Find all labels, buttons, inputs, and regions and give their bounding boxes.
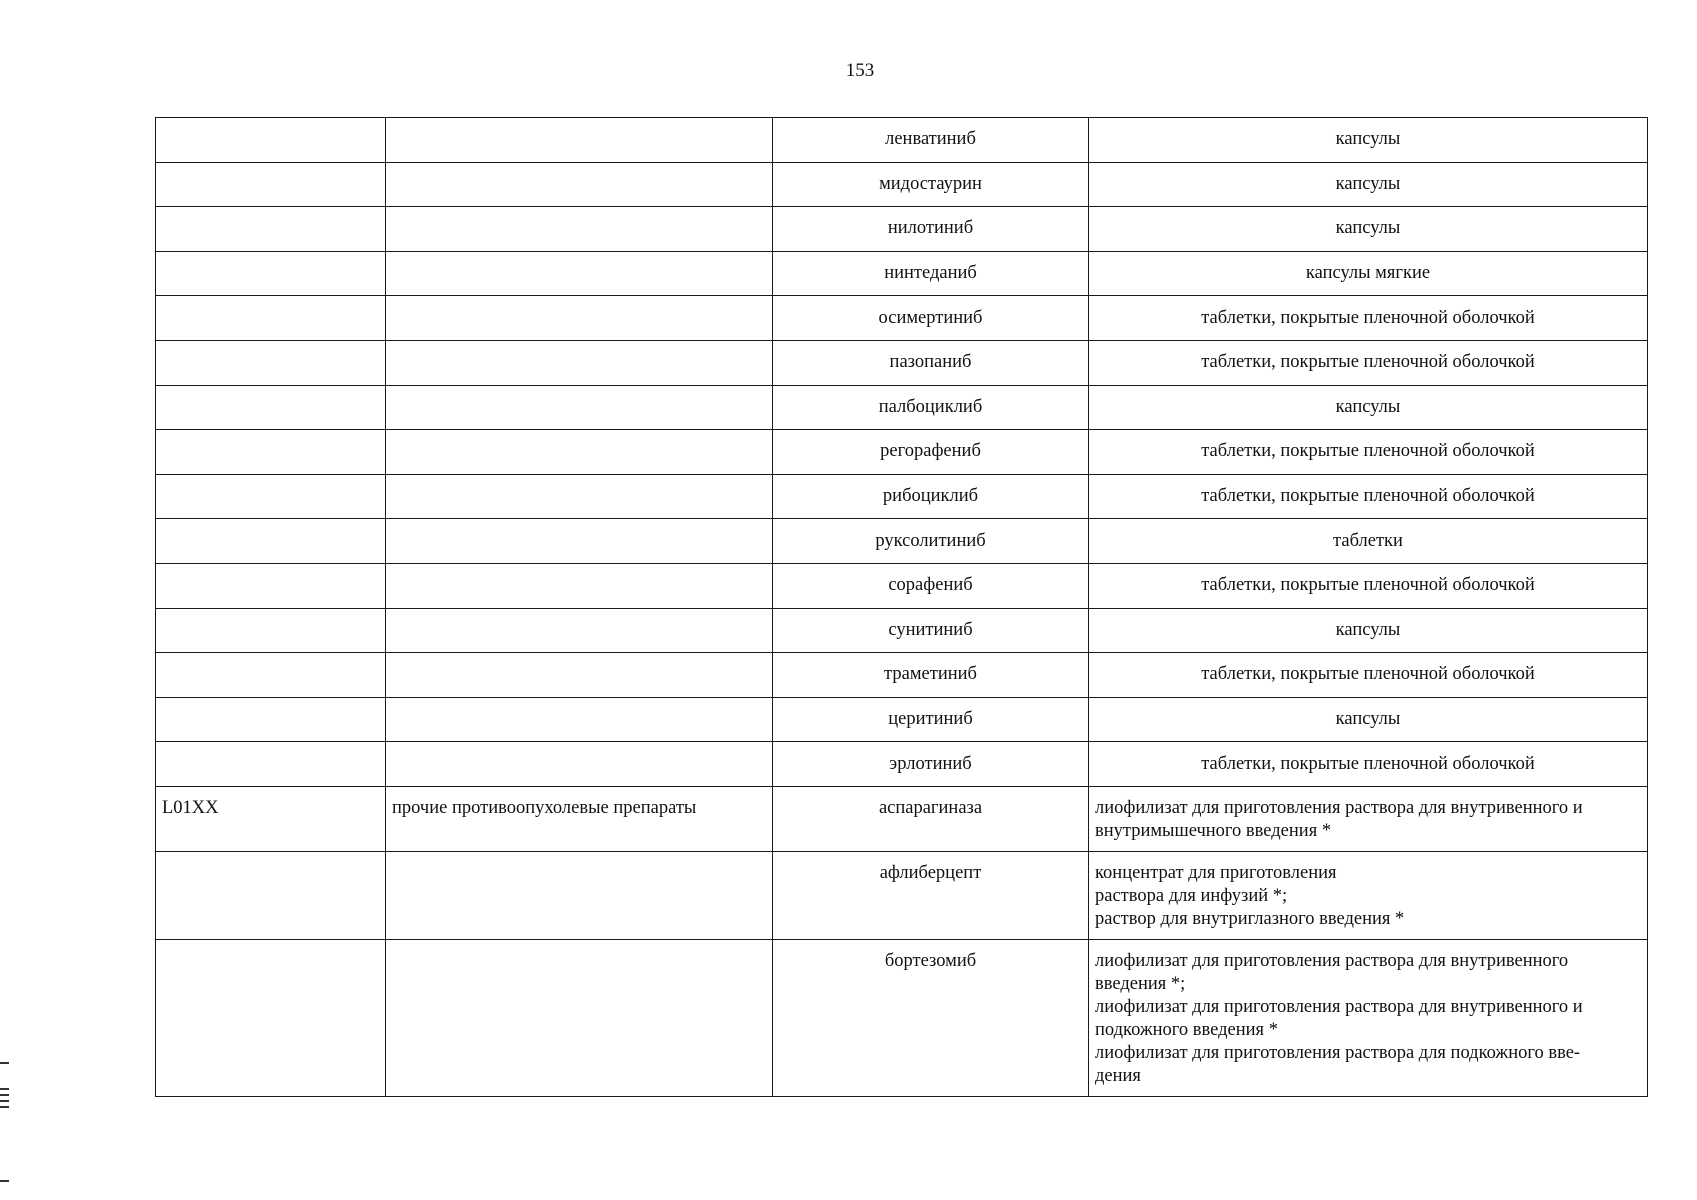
drug-group-cell <box>386 608 773 653</box>
table-row <box>156 563 1648 608</box>
drug-group-cell <box>386 563 773 608</box>
dosage-form-cell <box>1089 851 1648 939</box>
drug-group-cell <box>386 653 773 698</box>
dosage-form-cell: капсулы <box>1089 608 1648 653</box>
dosage-form-line: лиофилизат для приготовления раствора для внутривенного и <box>1095 996 1583 1017</box>
dosage-form-cell <box>1089 939 1648 1096</box>
drug-name-cell: церитиниб <box>773 697 1089 742</box>
drug-name-cell: аспарагиназа <box>773 786 1089 851</box>
atc-code-cell <box>156 608 386 653</box>
drug-name-cell: траметиниб <box>773 653 1089 698</box>
dosage-form-line: раствора для инфузий *; <box>1095 885 1288 906</box>
dosage-form-line: лиофилизат для приготовления раствора для внутривенного и <box>1095 797 1583 818</box>
dosage-form-cell: капсулы мягкие <box>1089 251 1648 296</box>
drug-name-cell: регорафениб <box>773 430 1089 475</box>
atc-code-cell <box>156 385 386 430</box>
table-row <box>156 608 1648 653</box>
drug-group-cell <box>386 251 773 296</box>
atc-code-cell <box>156 207 386 252</box>
dosage-form-cell: таблетки, покрытые пленочной оболочкой <box>1089 296 1648 341</box>
atc-code-cell <box>156 340 386 385</box>
table-row <box>156 742 1648 787</box>
drug-name-cell: нинтеданиб <box>773 251 1089 296</box>
drug-name-cell: осимертиниб <box>773 296 1089 341</box>
dosage-form-cell: капсулы <box>1089 385 1648 430</box>
table-row <box>156 207 1648 252</box>
drug-name-cell: сорафениб <box>773 563 1089 608</box>
atc-code-cell <box>156 742 386 787</box>
table-row <box>156 296 1648 341</box>
atc-code-cell <box>156 430 386 475</box>
atc-code-cell: L01XX <box>156 786 386 851</box>
table-row <box>156 118 1648 163</box>
dosage-form-line: лиофилизат для приготовления раствора для внутривенного <box>1095 950 1569 971</box>
table-body <box>156 118 1648 1097</box>
margin-mark <box>0 1106 9 1108</box>
drug-group-cell <box>386 939 773 1096</box>
drug-group-cell: прочие противоопухолевые препараты <box>386 786 773 851</box>
dosage-form-cell: таблетки, покрытые пленочной оболочкой <box>1089 340 1648 385</box>
drug-group-cell <box>386 697 773 742</box>
atc-code-cell <box>156 851 386 939</box>
dosage-form-line: подкожного введения * <box>1095 1019 1278 1040</box>
drug-group-cell <box>386 340 773 385</box>
margin-mark <box>0 1094 9 1096</box>
drug-name-cell: рибоциклиб <box>773 474 1089 519</box>
table-row <box>156 519 1648 564</box>
drug-group-cell <box>386 207 773 252</box>
drug-name-cell: сунитиниб <box>773 608 1089 653</box>
drug-name-cell: палбоциклиб <box>773 385 1089 430</box>
drug-name-cell: пазопаниб <box>773 340 1089 385</box>
drug-group-cell <box>386 430 773 475</box>
margin-mark <box>0 1088 9 1090</box>
table-row <box>156 162 1648 207</box>
dosage-form-cell: капсулы <box>1089 118 1648 163</box>
table-row <box>156 251 1648 296</box>
drug-name-cell: афлиберцепт <box>773 851 1089 939</box>
atc-code-cell <box>156 296 386 341</box>
drug-group-cell <box>386 742 773 787</box>
dosage-form-cell: таблетки, покрытые пленочной оболочкой <box>1089 653 1648 698</box>
drug-group-cell <box>386 474 773 519</box>
dosage-form-line: введения *; <box>1095 973 1186 994</box>
page-number: 153 <box>845 60 875 81</box>
drug-name-cell: нилотиниб <box>773 207 1089 252</box>
drug-name-cell: ленватиниб <box>773 118 1089 163</box>
dosage-form-line: концентрат для приготовления <box>1095 862 1337 883</box>
dosage-form-cell: капсулы <box>1089 697 1648 742</box>
drug-group-cell <box>386 385 773 430</box>
table-row <box>156 340 1648 385</box>
dosage-form-line: раствор для внутриглазного введения * <box>1095 908 1405 929</box>
drug-group-cell <box>386 296 773 341</box>
dosage-form-cell: таблетки, покрытые пленочной оболочкой <box>1089 742 1648 787</box>
table-row <box>156 851 1648 939</box>
atc-code-cell <box>156 697 386 742</box>
dosage-form-cell: таблетки, покрытые пленочной оболочкой <box>1089 430 1648 475</box>
drug-name-cell: руксолитиниб <box>773 519 1089 564</box>
dosage-form-cell: таблетки, покрытые пленочной оболочкой <box>1089 563 1648 608</box>
atc-code-cell <box>156 939 386 1096</box>
drug-group-cell <box>386 519 773 564</box>
table-row <box>156 385 1648 430</box>
table-row <box>156 786 1648 851</box>
table-row <box>156 697 1648 742</box>
dosage-form-cell: таблетки, покрытые пленочной оболочкой <box>1089 474 1648 519</box>
table-row <box>156 430 1648 475</box>
drug-table <box>155 117 1648 1097</box>
atc-code-cell <box>156 474 386 519</box>
table-row <box>156 474 1648 519</box>
dosage-form-cell: капсулы <box>1089 207 1648 252</box>
dosage-form-line: лиофилизат для приготовления раствора для подкожного вве- <box>1095 1042 1581 1063</box>
dosage-form-cell: таблетки <box>1089 519 1648 564</box>
margin-mark <box>0 1062 9 1064</box>
drug-group-cell <box>386 162 773 207</box>
drug-group-cell <box>386 851 773 939</box>
margin-mark <box>0 1100 9 1102</box>
atc-code-cell <box>156 653 386 698</box>
table-row <box>156 939 1648 1096</box>
drug-name-cell: эрлотиниб <box>773 742 1089 787</box>
margin-mark <box>0 1180 9 1182</box>
dosage-form-line: внутримышечного введения * <box>1095 820 1332 841</box>
atc-code-cell <box>156 519 386 564</box>
atc-code-cell <box>156 118 386 163</box>
table-row <box>156 653 1648 698</box>
dosage-form-cell: капсулы <box>1089 162 1648 207</box>
atc-code-cell <box>156 563 386 608</box>
drug-name-cell: бортезомиб <box>773 939 1089 1096</box>
drug-name-cell: мидостаурин <box>773 162 1089 207</box>
atc-code-cell <box>156 251 386 296</box>
atc-code-cell <box>156 162 386 207</box>
dosage-form-line: дения <box>1095 1065 1141 1086</box>
dosage-form-cell <box>1089 786 1648 851</box>
drug-group-cell <box>386 118 773 163</box>
